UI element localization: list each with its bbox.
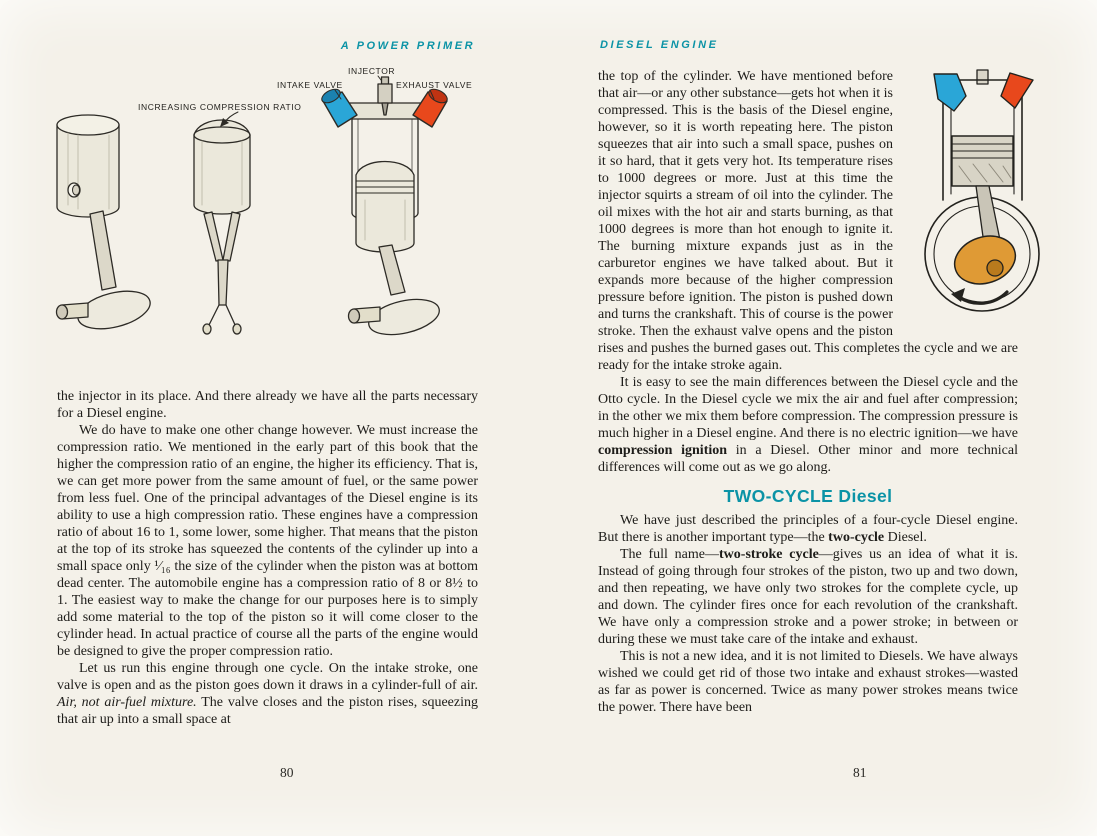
text-run-italic: Air, not air-fuel mixture. xyxy=(57,695,197,710)
text-run: It is easy to see the main differences between the Diesel cycle and the Otto cycle. In the Diesel cycle we mix the air and fuel after compression; in the other we mix them before compression. The compression pressure is much higher in a Diesel engine. And there is no electric ignition—we have xyxy=(598,375,1018,441)
piston-in-cylinder-figure xyxy=(320,76,450,341)
domed-piston-figure xyxy=(194,112,250,334)
piston-figure xyxy=(952,136,1013,186)
exhaust-port-red xyxy=(1001,73,1033,108)
paragraph: the injector in its place. And there already we have all the parts necessary for a Diesel engine. xyxy=(57,389,478,421)
text-run: Diesel. xyxy=(884,530,927,545)
paragraph: We do have to make one other change however. We must increase the compression ratio. We mentioned in the early part of this book that the higher the compression ratio of an engine, the higher its efficiency. That is, we can get more power from the same amount of fuel, or the same power from less fuel. One of the principal advantages of the Diesel engine is its ability to use a high compression ratio. These engines have a compression ratio of about 16 to 1, some lower, some higher. That means that the piston at the top of its stroke has squeezed the contents of the cylinder up into a small space only ¹⁄₁₆ the size of the cylinder when the piston was at bottom dead center. The automobile engine has a compression ratio of 8 or 8½ to 1. The easiest way to make the change for our purposes here is to simply add some material to the top of the piston so it will come closer to the cylinder head. In actual practice of course all the parts of the engine would be designed to give the proper compression ratio. xyxy=(57,423,478,659)
text-run: The valve closes and the piston rises, squeezing that air up into a small space at xyxy=(57,695,479,727)
paragraph xyxy=(57,660,478,728)
rotation-arrow xyxy=(951,288,1007,303)
label-intake-valve: INTAKE VALVE xyxy=(277,80,343,90)
paragraph: the top of the cylinder. We have mentioned before that air—or any other substance—gets hot when it is compressed. This is the basis of the Diesel engine, however, so it is worth repeating here. The piston squeezes that air into such a small space, pushes on it so hard, that it gets very hot. Its temperature rises to 1000 degrees or more. Just at this time the injector squirts a stream of oil into the cylinder. The oil mixes with the hot air and starts burning, as that 1000 degrees is more than hot enough to ignite it. The burning mixture expands just as in the carburetor engines we have talked about. But it expands more because of the higher compression pressure before ignition. The piston is pushed down and turns the crankshaft. This of course is the power stroke. Then the exhaust valve opens and the piston rises and pushes the burned gases out. This completes the cycle and we are ready for the intake stroke again. xyxy=(598,69,1018,373)
engine-cross-section-svg xyxy=(907,68,1062,326)
section-heading-two-cycle: TWO-CYCLE Diesel xyxy=(723,486,893,506)
running-head-right: DIESEL ENGINE xyxy=(600,39,719,51)
plain-piston-figure xyxy=(57,115,155,335)
paragraph xyxy=(598,374,1018,476)
left-page-body xyxy=(57,388,478,728)
diesel-cylinder-illustration xyxy=(907,68,1062,326)
page-number-81: 81 xyxy=(853,765,867,780)
running-head-left: A POWER PRIMER xyxy=(340,40,476,52)
paragraph xyxy=(598,512,1018,546)
page-number-80: 80 xyxy=(280,765,294,780)
paragraph: This is not a new idea, and it is not limited to Diesels. We have always wished we could get rid of those two intake and exhaust strokes—wasted as far as power is concerned. Twice as many power strokes means twice the power. There have been xyxy=(598,649,1018,715)
text-run-bold: two-cycle xyxy=(828,530,885,545)
crank-disc xyxy=(948,229,1021,292)
text-run: —gives us an idea of what it is. Instead of going through four strokes of the piston, two up and two down, and then repeating, we have only two strokes for the complete cycle, up and down. The cylinder fires once for each revolution of the crankshaft. We have only a compression stroke and a power stroke; in between or during these we must take care of the intake and exhaust. xyxy=(598,547,1018,647)
label-exhaust-valve: EXHAUST VALVE xyxy=(396,80,473,90)
label-increasing-compression-ratio: INCREASING COMPRESSION RATIO xyxy=(138,102,302,112)
text-run: The full name— xyxy=(620,547,720,562)
paragraph xyxy=(598,546,1018,648)
text-run-bold: compression ignition xyxy=(598,443,728,458)
connecting-rod xyxy=(976,186,1000,244)
right-page-body xyxy=(598,68,1018,716)
text-run-bold: two-stroke cycle xyxy=(719,547,819,562)
text-run: in a Diesel. Other minor and more technical differences will come out as we go along. xyxy=(598,443,1019,475)
label-injector: INJECTOR xyxy=(348,66,396,76)
text-run: We have just described the principles of a four-cycle Diesel engine. But there is another important type—the xyxy=(598,513,1018,545)
text-run: Let us run this engine through one cycle. On the intake stroke, one valve is open and as the piston goes down it draws in a cylinder-full of air. xyxy=(57,661,478,693)
piston-evolution-illustration xyxy=(30,55,485,387)
